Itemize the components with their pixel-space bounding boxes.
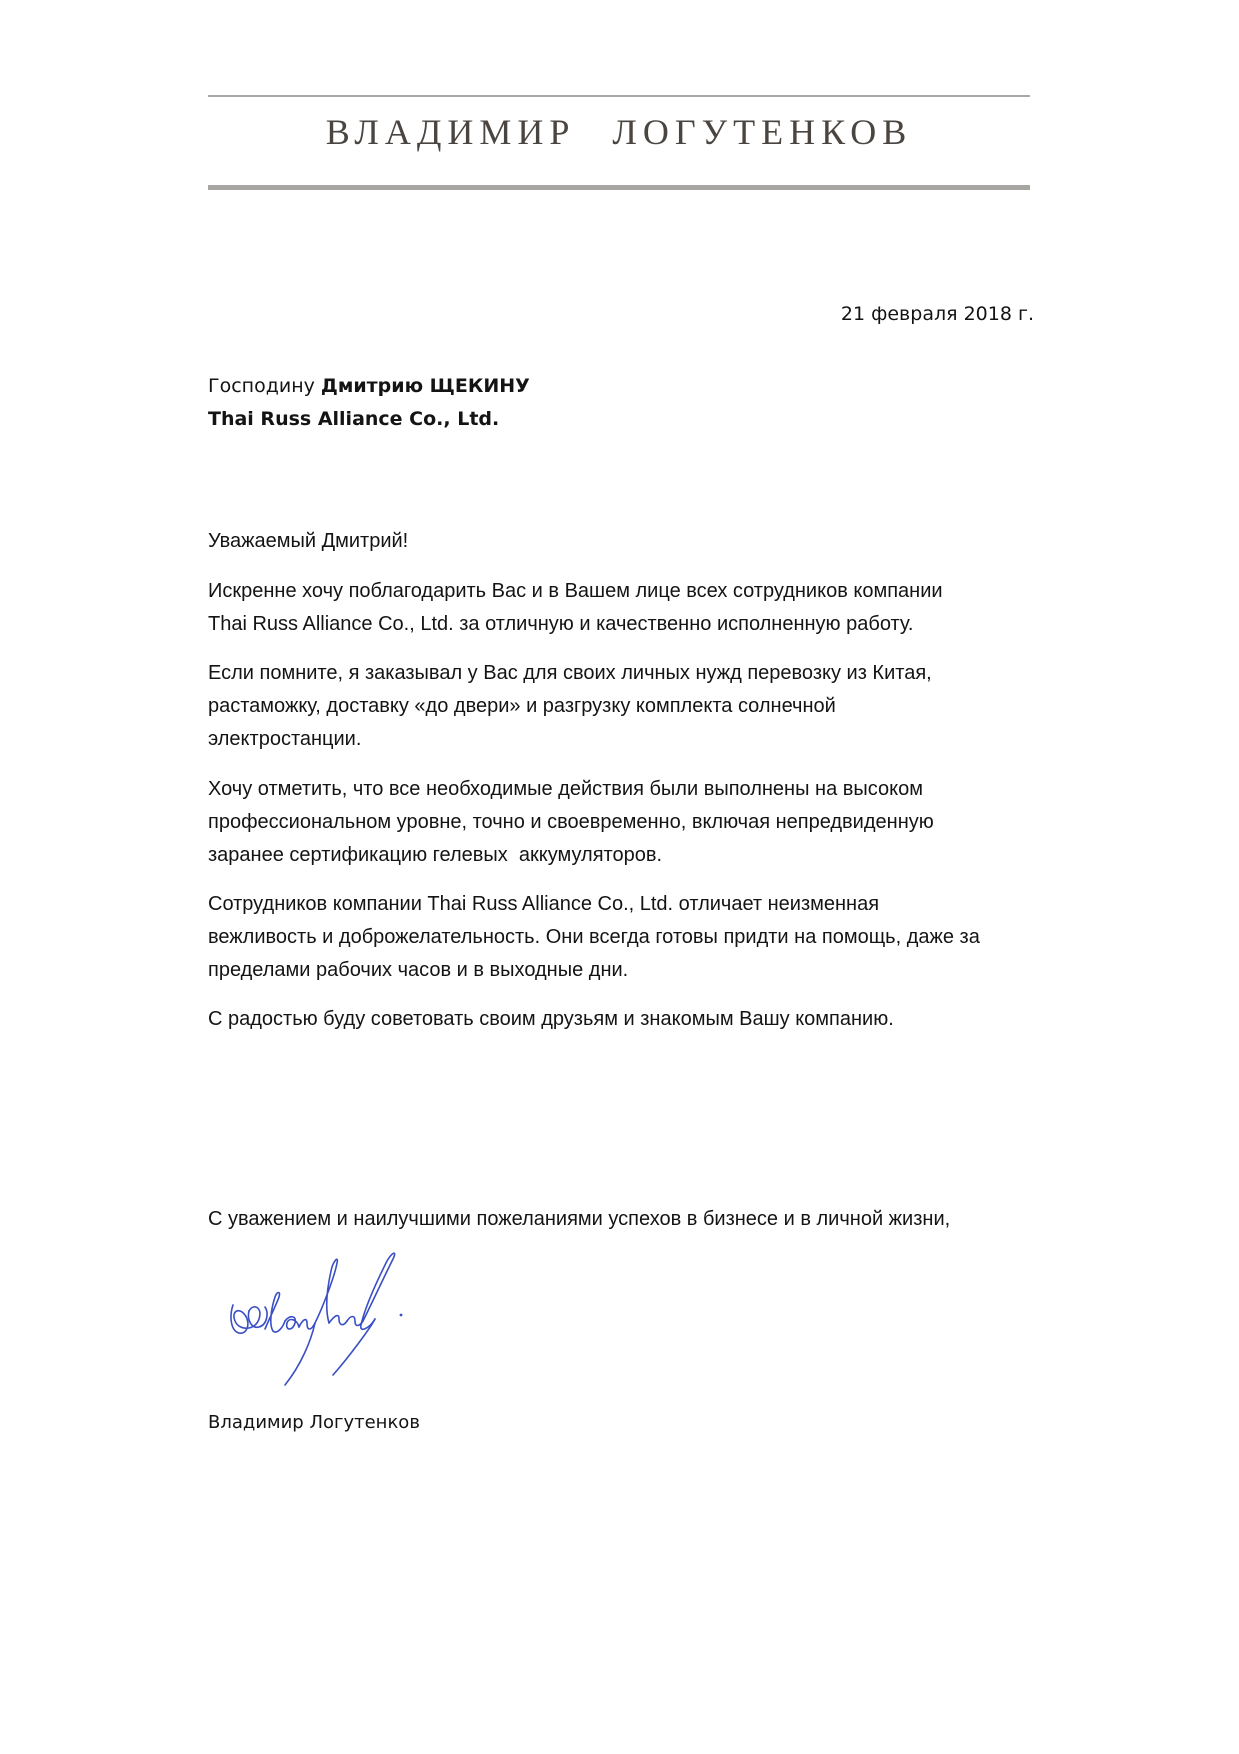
paragraph — [208, 773, 1038, 872]
paragraph-line: Thai Russ Alliance Co., Ltd. за отличную и качественно исполненную работу. — [208, 613, 914, 635]
paragraph-line: Искренне хочу поблагодарить Вас и в Вашем лице всех сотрудников компании — [208, 580, 943, 602]
letter-date: 21 февраля 2018 г. — [840, 303, 1034, 325]
closing-line: С уважением и наилучшими пожеланиями успехов в бизнесе и в личной жизни, — [208, 1208, 951, 1230]
recipient-name: Дмитрию ЩЕКИНУ — [320, 375, 530, 397]
paragraph-line: заранее сертификацию гелевых аккумуляторов. — [208, 844, 663, 866]
recipient-block — [208, 370, 530, 436]
paragraph-line: электростанции. — [208, 728, 362, 750]
letterhead-name: ВЛАДИМИР ЛОГУТЕНКОВ — [325, 112, 913, 152]
handwritten-signature-icon — [225, 1245, 425, 1395]
paragraph — [208, 657, 1038, 756]
letterhead-top-rule — [208, 95, 1030, 97]
paragraph-line: профессиональном уровне, точно и своевременно, включая непредвиденную — [208, 811, 934, 833]
paragraph — [208, 575, 1038, 641]
paragraph-line: вежливость и доброжелательность. Они всегда готовы придти на помощь, даже за — [208, 926, 980, 948]
paragraph-line: пределами рабочих часов и в выходные дни. — [208, 959, 629, 981]
paragraph-line: С радостью буду советовать своим друзьям и знакомым Вашу компанию. — [208, 1008, 894, 1030]
paragraph-line: Если помните, я заказывал у Вас для своих личных нужд перевозку из Китая, — [208, 662, 932, 684]
paragraph — [208, 1003, 1038, 1036]
recipient-company: Thai Russ Alliance Co., Ltd. — [208, 408, 500, 430]
paragraph-line: растаможку, доставку «до двери» и разгрузку комплекта солнечной — [208, 695, 836, 717]
paragraph — [208, 888, 1038, 987]
paragraph-line: Хочу отметить, что все необходимые действия были выполнены на высоком — [208, 778, 923, 800]
salutation: Уважаемый Дмитрий! — [208, 530, 409, 552]
signer-name: Владимир Логутенков — [208, 1412, 420, 1433]
recipient-line — [208, 370, 530, 403]
letterhead-bottom-rule — [208, 185, 1030, 190]
recipient-prefix: Господину — [208, 375, 321, 397]
paragraph-line: Сотрудников компании Thai Russ Alliance Co., Ltd. отличает неизменная — [208, 893, 880, 915]
